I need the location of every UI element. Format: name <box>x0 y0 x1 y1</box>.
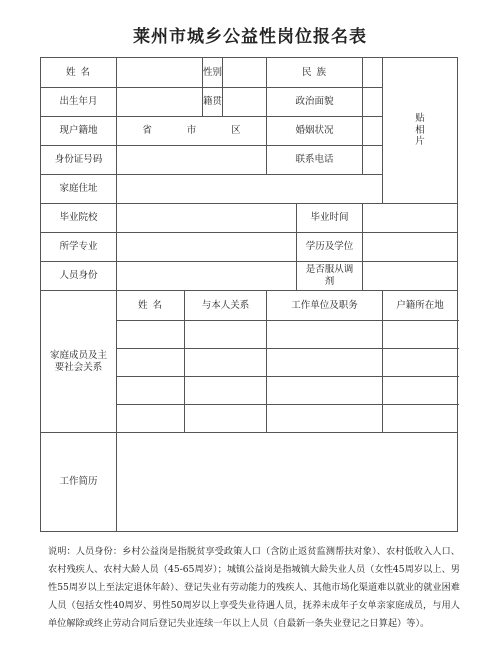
ethnicity-field[interactable] <box>363 58 383 88</box>
family-cell[interactable] <box>117 321 185 349</box>
family-cell[interactable] <box>267 405 383 433</box>
registration-form-table <box>40 57 458 532</box>
family-cell[interactable] <box>267 321 383 349</box>
address-label: 家庭住址 <box>41 175 117 204</box>
family-header-household: 户籍所在地 <box>383 291 458 321</box>
name-field[interactable] <box>117 58 203 88</box>
family-label: 家庭成员及主要社会关系 <box>41 291 117 433</box>
identity-field[interactable] <box>117 262 297 291</box>
address-field[interactable] <box>117 175 383 204</box>
photo-label-2: 相 <box>415 124 425 136</box>
family-cell[interactable] <box>117 377 185 405</box>
political-field[interactable] <box>363 88 383 117</box>
family-cell[interactable] <box>185 349 267 377</box>
family-cell[interactable] <box>383 349 458 377</box>
resume-field[interactable] <box>117 433 458 532</box>
city-label: 市 <box>186 125 197 137</box>
obey-label: 是否服从调剂 <box>297 262 363 291</box>
id-number-field[interactable] <box>117 146 267 175</box>
resume-label: 工作简历 <box>41 433 117 532</box>
major-label: 所学专业 <box>41 233 117 262</box>
phone-label: 联系电话 <box>267 146 363 175</box>
household-label: 现户籍地 <box>41 117 117 146</box>
id-number-label: 身份证号码 <box>41 146 117 175</box>
district-label: 区 <box>231 125 241 137</box>
family-cell[interactable] <box>185 321 267 349</box>
education-label: 学历及学位 <box>297 233 363 262</box>
photo-label-3: 片 <box>415 136 425 148</box>
gender-field[interactable] <box>223 58 267 88</box>
household-field[interactable] <box>117 117 267 146</box>
major-field[interactable] <box>117 233 297 262</box>
identity-label: 人员身份 <box>41 262 117 291</box>
political-label: 政治面貌 <box>267 88 363 117</box>
family-cell[interactable] <box>267 349 383 377</box>
phone-field[interactable] <box>363 146 383 175</box>
form-title: 莱州市城乡公益性岗位报名表 <box>133 27 367 47</box>
native-label: 籍贯 <box>203 88 223 117</box>
gender-label: 性别 <box>203 58 223 88</box>
instructions-note: 说明：人员身份：乡村公益岗是指脱贫享受政策人口（含防止返贫监测帮扶对象）、农村低收入人口、农村残疾人、农村大龄人员（45-65周岁）；城镇公益岗是指城镇大龄失业人员（女性45周岁以上、男性55周岁以上至法定退休年龄）、登记失业有劳动能力的残疾人、其他市场化渠道难以就业的就业困难人员（包括女性40周岁、男性50周岁以上享受失业待遇人员，抚养未成年子女单亲家庭成员，与用人单位解除或终止劳动合同后登记失业连续一年以上人员（自最新一条失业登记之日算起）等）。 <box>48 546 460 629</box>
education-field[interactable] <box>363 233 458 262</box>
grad-time-field[interactable] <box>363 204 458 233</box>
marital-field[interactable] <box>363 117 383 146</box>
family-header-name: 姓 名 <box>117 291 185 321</box>
family-cell[interactable] <box>383 377 458 405</box>
province-label: 省 <box>142 125 152 137</box>
school-label: 毕业院校 <box>41 204 117 233</box>
family-cell[interactable] <box>383 405 458 433</box>
grad-time-label: 毕业时间 <box>297 204 363 233</box>
family-header-relation: 与本人关系 <box>185 291 267 321</box>
family-cell[interactable] <box>185 377 267 405</box>
native-field[interactable] <box>223 88 267 117</box>
family-cell[interactable] <box>383 321 458 349</box>
family-cell[interactable] <box>117 405 185 433</box>
family-cell[interactable] <box>267 377 383 405</box>
family-cell[interactable] <box>185 405 267 433</box>
family-header-work: 工作单位及职务 <box>267 291 383 321</box>
birth-label: 出生年月 <box>41 88 117 117</box>
photo-box[interactable] <box>383 58 458 204</box>
marital-label: 婚姻状况 <box>267 117 363 146</box>
birth-field[interactable] <box>117 88 203 117</box>
school-field[interactable] <box>117 204 297 233</box>
obey-field[interactable] <box>363 262 458 291</box>
family-cell[interactable] <box>117 349 185 377</box>
ethnicity-label: 民 族 <box>267 58 363 88</box>
name-label: 姓 名 <box>41 58 117 88</box>
photo-label-1: 贴 <box>415 112 425 124</box>
